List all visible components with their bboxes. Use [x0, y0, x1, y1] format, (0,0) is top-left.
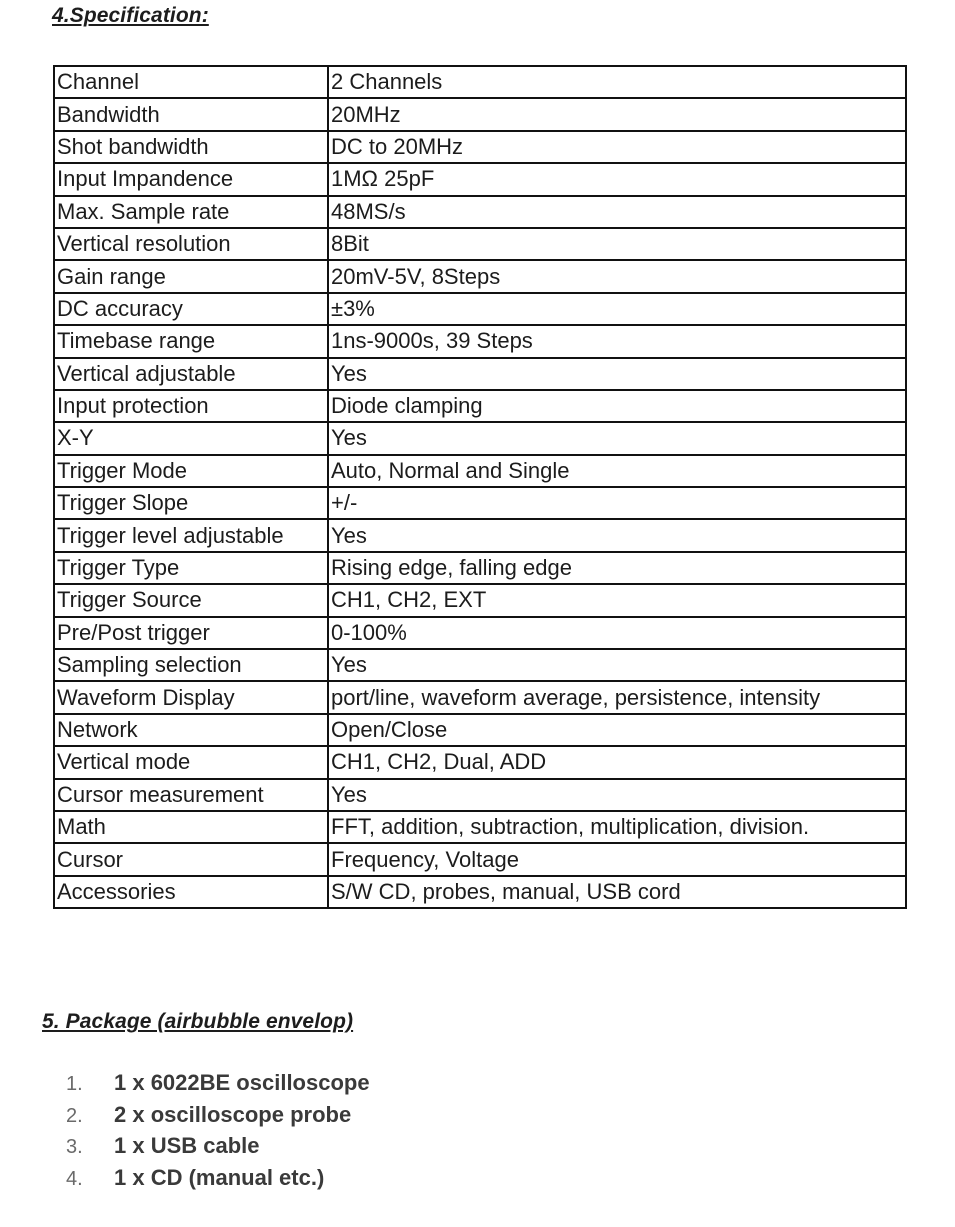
package-item	[66, 1068, 370, 1100]
spec-value: 0-100%	[328, 617, 906, 649]
spec-value: Rising edge, falling edge	[328, 552, 906, 584]
spec-label: Gain range	[54, 260, 328, 292]
spec-value: Yes	[328, 358, 906, 390]
spec-value: DC to 20MHz	[328, 131, 906, 163]
specification-table	[53, 65, 907, 909]
spec-value: Frequency, Voltage	[328, 843, 906, 875]
spec-value: S/W CD, probes, manual, USB cord	[328, 876, 906, 908]
spec-value: 20mV-5V, 8Steps	[328, 260, 906, 292]
package-item-number: 4.	[66, 1167, 83, 1190]
spec-label: Cursor	[54, 843, 328, 875]
spec-value: Yes	[328, 519, 906, 551]
spec-label: Sampling selection	[54, 649, 328, 681]
spec-label: Shot bandwidth	[54, 131, 328, 163]
package-item-text: 1 x CD (manual etc.)	[114, 1164, 325, 1190]
specification-heading: 4.Specification:	[52, 4, 209, 27]
spec-label: Trigger Slope	[54, 487, 328, 519]
spec-row	[54, 228, 906, 260]
spec-label: Accessories	[54, 876, 328, 908]
spec-label: Waveform Display	[54, 681, 328, 713]
spec-label: Channel	[54, 66, 328, 98]
spec-value: 48MS/s	[328, 196, 906, 228]
spec-row	[54, 358, 906, 390]
spec-row	[54, 455, 906, 487]
spec-row	[54, 260, 906, 292]
spec-value: ±3%	[328, 293, 906, 325]
spec-label: Vertical adjustable	[54, 358, 328, 390]
spec-row	[54, 681, 906, 713]
package-heading: 5. Package (airbubble envelop)	[42, 1010, 354, 1033]
spec-label: Vertical resolution	[54, 228, 328, 260]
spec-label: Network	[54, 714, 328, 746]
spec-row	[54, 552, 906, 584]
spec-value: Yes	[328, 649, 906, 681]
spec-value: Diode clamping	[328, 390, 906, 422]
spec-row	[54, 649, 906, 681]
spec-row	[54, 519, 906, 551]
spec-value: FFT, addition, subtraction, multiplication, division.	[328, 811, 906, 843]
package-item	[66, 1163, 370, 1195]
spec-label: Timebase range	[54, 325, 328, 357]
package-item-text: 1 x USB cable	[114, 1133, 260, 1158]
spec-label: Max. Sample rate	[54, 196, 328, 228]
spec-row	[54, 325, 906, 357]
spec-row	[54, 876, 906, 908]
spec-value: 20MHz	[328, 98, 906, 130]
spec-row	[54, 131, 906, 163]
spec-row	[54, 714, 906, 746]
spec-value: Yes	[328, 422, 906, 454]
spec-row	[54, 779, 906, 811]
spec-label: Trigger Source	[54, 584, 328, 616]
spec-row	[54, 98, 906, 130]
spec-value: CH1, CH2, EXT	[328, 584, 906, 616]
spec-row	[54, 422, 906, 454]
spec-label: Trigger level adjustable	[54, 519, 328, 551]
package-item	[66, 1100, 370, 1132]
spec-value: 8Bit	[328, 228, 906, 260]
spec-label: Input protection	[54, 390, 328, 422]
spec-value: Auto, Normal and Single	[328, 455, 906, 487]
spec-row	[54, 196, 906, 228]
package-item	[66, 1131, 370, 1163]
package-item-number: 1.	[66, 1073, 83, 1095]
spec-value: +/-	[328, 487, 906, 519]
spec-row	[54, 390, 906, 422]
spec-label: X-Y	[54, 422, 328, 454]
spec-row	[54, 584, 906, 616]
spec-value: CH1, CH2, Dual, ADD	[328, 746, 906, 778]
spec-row	[54, 617, 906, 649]
package-item-number: 2.	[66, 1104, 83, 1127]
package-item-number: 3.	[66, 1136, 83, 1158]
spec-row	[54, 293, 906, 325]
package-list	[66, 1068, 370, 1194]
spec-value: port/line, waveform average, persistence, intensity	[328, 681, 906, 713]
spec-row	[54, 487, 906, 519]
spec-label: DC accuracy	[54, 293, 328, 325]
spec-label: Vertical mode	[54, 746, 328, 778]
spec-row	[54, 843, 906, 875]
spec-value: Open/Close	[328, 714, 906, 746]
spec-label: Trigger Mode	[54, 455, 328, 487]
spec-label: Trigger Type	[54, 552, 328, 584]
spec-label: Math	[54, 811, 328, 843]
spec-value: Yes	[328, 779, 906, 811]
spec-value: 1MΩ 25pF	[328, 163, 906, 195]
spec-label: Pre/Post trigger	[54, 617, 328, 649]
spec-row	[54, 746, 906, 778]
spec-row	[54, 163, 906, 195]
spec-row	[54, 811, 906, 843]
spec-label: Bandwidth	[54, 98, 328, 130]
package-item-text: 1 x 6022BE oscilloscope	[114, 1070, 370, 1095]
spec-label: Cursor measurement	[54, 779, 328, 811]
spec-label: Input Impandence	[54, 163, 328, 195]
spec-value: 2 Channels	[328, 66, 906, 98]
package-item-text: 2 x oscilloscope probe	[114, 1101, 352, 1127]
spec-row	[54, 66, 906, 98]
spec-value: 1ns-9000s, 39 Steps	[328, 325, 906, 357]
